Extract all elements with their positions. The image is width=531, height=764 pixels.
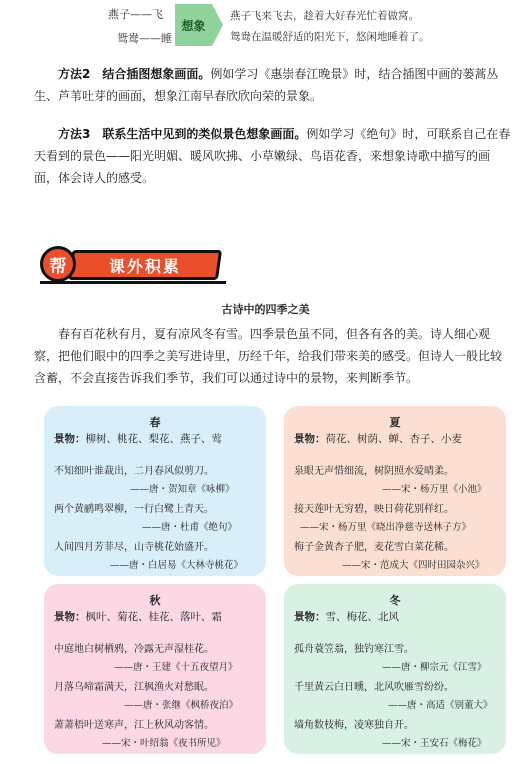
method-2-text: 例如学习《惠崇春江晚景》时，结合插图中画的蒌蒿丛生、芦苇吐芽的画面，想象江南早春欣欣向荣的景象。 bbox=[34, 67, 499, 103]
autumn-source-2: ——唐・张继《枫桥夜泊》 bbox=[124, 700, 239, 711]
diagram-left-word-2: 鸳鸯——睡 bbox=[117, 32, 172, 45]
summer-card bbox=[284, 406, 506, 576]
summer-source-3: ——宋・范成大《四时田园杂兴》 bbox=[342, 560, 485, 571]
winter-poem-2: 千里黄云白日曛，北风吹雁雪纷纷。 bbox=[294, 682, 454, 693]
method-3-paragraph bbox=[34, 123, 512, 189]
method-3-title: 方法3 联系生活中见到的类似景色想象画面。 bbox=[58, 127, 307, 141]
section-header-badge: 帮 bbox=[40, 246, 76, 282]
summer-scene-text: 荷花、树荫、蝉、杏子、小麦 bbox=[325, 433, 462, 445]
winter-poem-1: 孤舟蓑笠翁，独钓寒江雪。 bbox=[294, 644, 414, 655]
method-3-text: 例如学习《绝句》时，可联系自己在春天看到的景色——阳光明媚、暖风吹拂、小草嫩绿、鸟语花香，来想象诗歌中描写的画面，体会诗人的感受。 bbox=[34, 127, 511, 185]
imagination-arrow-shape bbox=[212, 4, 223, 46]
summer-source-2: ——宋・杨万里《晓出净慈寺送林子方》 bbox=[300, 522, 472, 533]
winter-poem-3: 墙角数枝梅，凌寒独自开。 bbox=[294, 720, 414, 731]
winter-scene bbox=[294, 609, 399, 624]
autumn-scene bbox=[54, 609, 222, 624]
autumn-source-3: ——宋・叶绍翁《夜书所见》 bbox=[102, 738, 226, 749]
winter-source-1: ——唐・柳宗元《江雪》 bbox=[382, 662, 487, 673]
autumn-scene-text: 枫叶、菊花、桂花、落叶、霜 bbox=[85, 611, 222, 623]
diagram-right-line-1: 燕子飞来飞去，趁着大好春光忙着做窝。 bbox=[230, 10, 419, 22]
autumn-card bbox=[44, 584, 266, 754]
section-header-underline bbox=[40, 281, 226, 284]
spring-title: 春 bbox=[149, 416, 161, 429]
method-2-paragraph bbox=[34, 63, 512, 107]
spring-poem-2: 两个黄鹂鸣翠柳，一行白鹭上青天。 bbox=[54, 504, 214, 515]
spring-scene-label: 景物： bbox=[54, 433, 86, 445]
spring-poem-3: 人间四月芳菲尽，山寺桃花始盛开。 bbox=[54, 542, 214, 553]
autumn-poem-1: 中庭地白树栖鸦，冷露无声湿桂花。 bbox=[54, 644, 214, 655]
section-header-title: 课外积累 bbox=[108, 256, 181, 276]
spring-scene bbox=[54, 431, 222, 446]
autumn-scene-label: 景物： bbox=[54, 611, 86, 623]
article-intro: 春有百花秋有月，夏有凉风冬有雪。四季景色虽不同，但各有各的美。诗人细心观察，把他们眼中的四季之美写进诗里，历经千年，给我们带来美的感受。但诗人一般比较含蓄，不会直接告诉我们季节，我们可以通过诗中的景物，来判断季节。 bbox=[34, 327, 503, 385]
summer-source-1: ——宋・杨万里《小池》 bbox=[382, 484, 487, 495]
autumn-title: 秋 bbox=[149, 594, 161, 607]
spring-scene-text: 柳树、桃花、梨花、燕子、莺 bbox=[85, 433, 222, 445]
diagram-left-word-1: 燕子——飞 bbox=[108, 8, 163, 21]
spring-source-1: ——唐・贺知章《咏柳》 bbox=[130, 484, 235, 495]
section-header-band bbox=[68, 250, 222, 280]
autumn-poem-2: 月落乌啼霜满天，江枫渔火对愁眠。 bbox=[54, 682, 214, 693]
winter-scene-label: 景物： bbox=[294, 611, 326, 623]
winter-source-3: ——宋・王安石《梅花》 bbox=[382, 738, 487, 749]
diagram-right-line-2: 鸳鸯在温暖舒适的阳光下，悠闲地睡着了。 bbox=[230, 31, 430, 43]
winter-title: 冬 bbox=[389, 594, 401, 607]
winter-scene-text: 雪、梅花、北风 bbox=[325, 611, 399, 623]
summer-scene-label: 景物： bbox=[294, 433, 326, 445]
spring-poem-1: 不知细叶谁裁出，二月春风似剪刀。 bbox=[54, 466, 214, 477]
spring-card bbox=[44, 406, 266, 576]
spring-source-2: ——唐・杜甫《绝句》 bbox=[142, 522, 238, 533]
summer-poem-1: 泉眼无声惜细流，树阴照水爱晴柔。 bbox=[294, 466, 454, 477]
article-title: 古诗中的四季之美 bbox=[221, 303, 310, 316]
autumn-poem-3: 萧萧梧叶送寒声，江上秋风动客情。 bbox=[54, 720, 214, 731]
summer-title: 夏 bbox=[389, 416, 401, 429]
imagination-box: 想象 bbox=[175, 4, 212, 46]
spring-source-3: ——唐・白居易《大林寺桃花》 bbox=[110, 560, 244, 571]
winter-source-2: ——唐・高适《别董大》 bbox=[388, 700, 493, 711]
summer-poem-3: 梅子金黄杏子肥，麦花雪白菜花稀。 bbox=[294, 542, 454, 553]
winter-card bbox=[284, 584, 506, 754]
summer-poem-2: 接天莲叶无穷碧，映日荷花别样红。 bbox=[294, 504, 454, 515]
autumn-source-1: ——唐・王建《十五夜望月》 bbox=[114, 662, 238, 673]
method-2-title: 方法2 结合插图想象画面。 bbox=[58, 67, 211, 81]
summer-scene bbox=[294, 431, 462, 446]
